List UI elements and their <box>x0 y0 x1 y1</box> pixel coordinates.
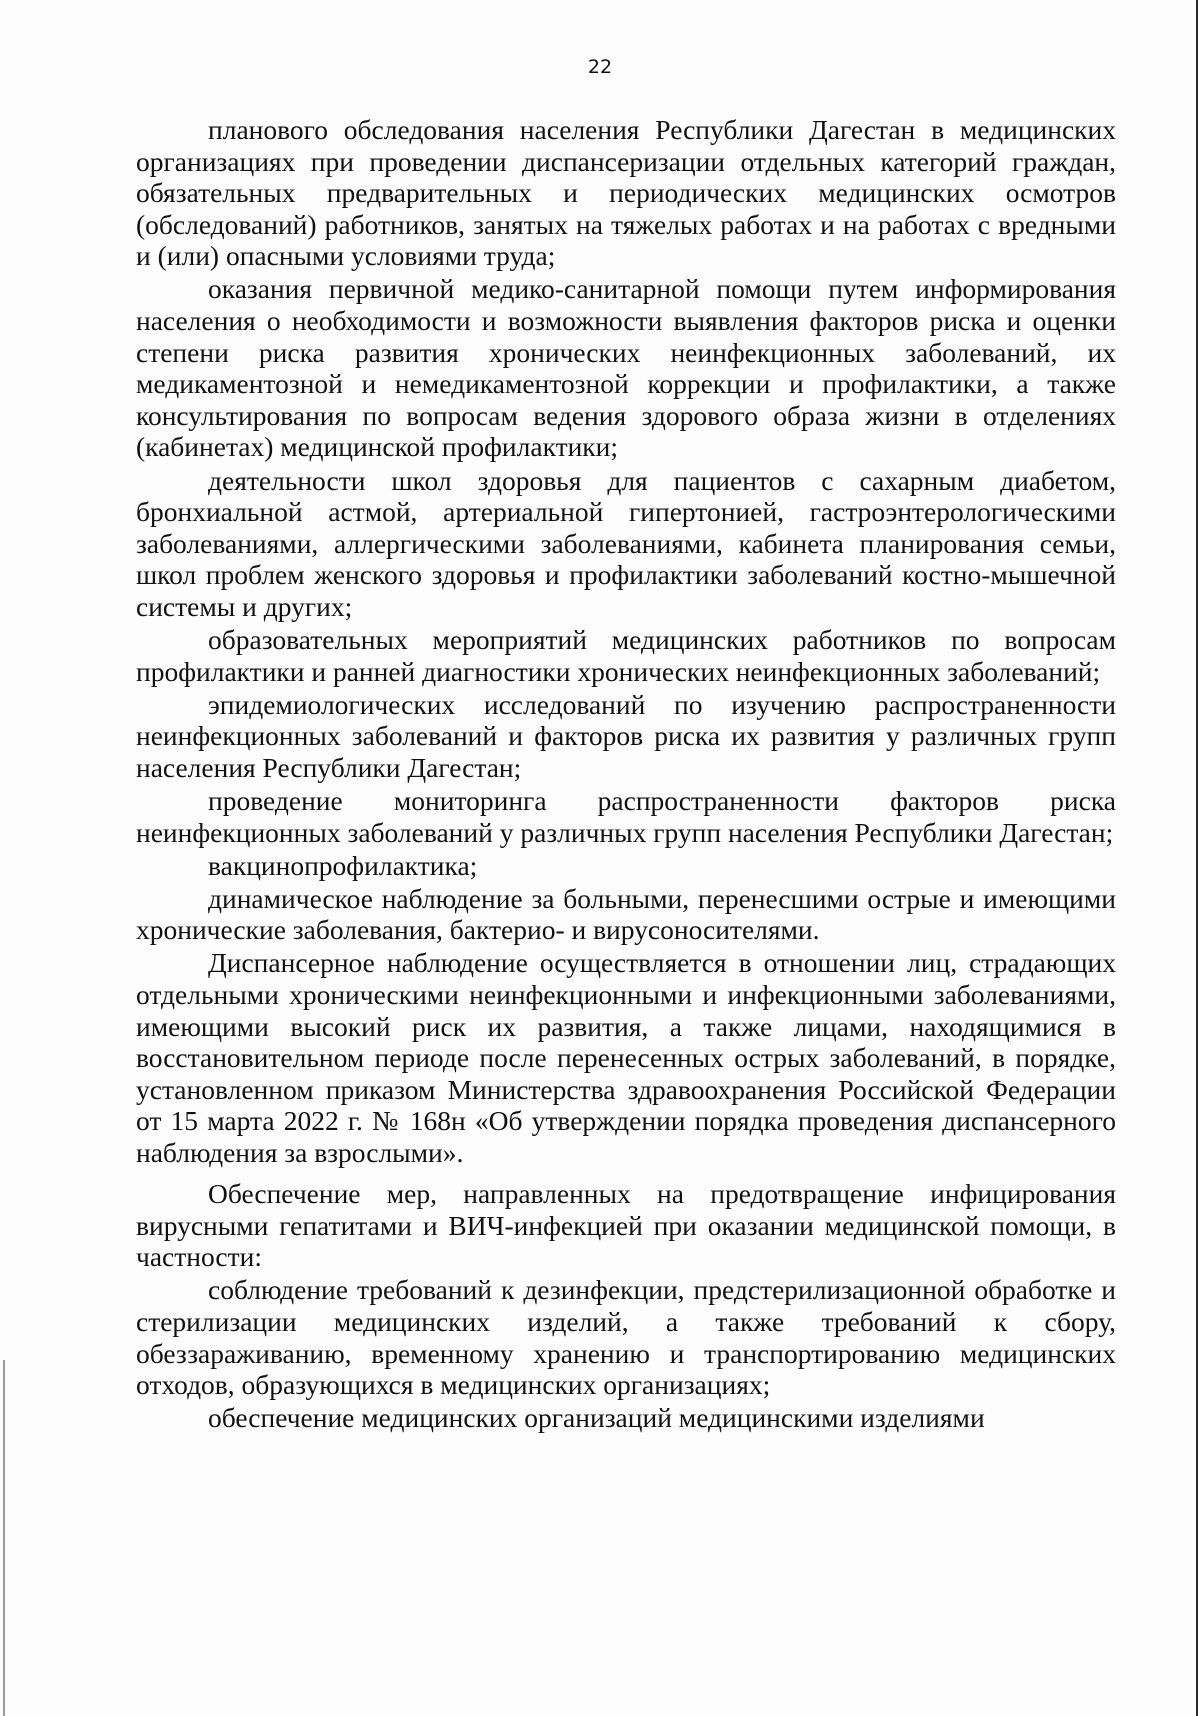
paragraph-4: образовательных мероприятий медицинских работников по вопросам профилактики и ранней диагностики хронических неинфекционных заболеваний; <box>136 624 1116 687</box>
paragraph-1: планового обследования населения Республики Дагестан в медицинских организациях при проведении диспансеризации отдельных категорий граждан, обязательных предварительных и периодических медицинских осмотров (обследований) работников, занятых на тяжелых работах и на работах с вредными и (или) опасными условиями труда; <box>136 114 1116 272</box>
paragraph-2: оказания первичной медико-санитарной помощи путем информирования населения о необходимости и возможности выявления факторов риска и оценки степени риска развития хронических неинфекционных заболеваний, их медикаментозной и немедикаментозной коррекции и профилактики, а также консультирования по вопросам ведения здорового образа жизни в отделениях (кабинетах) медицинской профилактики; <box>136 273 1116 463</box>
paragraph-5: эпидемиологических исследований по изучению распространенности неинфекционных заболеваний и факторов риска их развития у различных групп населения Республики Дагестан; <box>136 688 1116 783</box>
paragraph-6: проведение мониторинга распространенности факторов риска неинфекционных заболеваний у различных групп населения Республики Дагестан; <box>136 784 1116 848</box>
paragraph-11: соблюдение требований к дезинфекции, предстерилизационной обработке и стерилизации медицинских изделий, а также требований к сбору, обеззараживанию, временному хранению и транспортированию медицинских отходов, образующихся в медицинских организациях; <box>136 1274 1116 1401</box>
scan-edge-left <box>3 1360 5 1716</box>
paragraph-3: деятельности школ здоровья для пациентов с сахарным диабетом, бронхиальной астмой, артериальной гипертонией, гастроэнтерологическими заболеваниями, аллергическими заболеваниями, кабинета планирования семьи, школ проблем женского здоровья и профилактики заболеваний костно-мышечной системы и других; <box>136 464 1116 622</box>
document-body <box>136 114 1116 1435</box>
paragraph-7: вакцинопрофилактика; <box>208 849 478 881</box>
paragraph-12: обеспечение медицинских организаций медицинскими изделиями <box>208 1402 985 1434</box>
paragraph-8: динамическое наблюдение за больными, перенесшими острые и имеющими хронические заболевания, бактерио- и вирусоносителями. <box>136 882 1116 946</box>
page-number: 22 <box>587 56 613 78</box>
scan-edge-right <box>1196 0 1198 1716</box>
paragraph-10: Обеспечение мер, направленных на предотвращение инфицирования вирусными гепатитами и ВИЧ-инфекцией при оказании медицинской помощи, в частности: <box>136 1178 1116 1273</box>
paragraph-9: Диспансерное наблюдение осуществляется в отношении лиц, страдающих отдельными хроническими неинфекционными и инфекционными заболеваниями, имеющими высокий риск их развития, а также лицами, находящимися в восстановительном периоде после перенесенных острых заболеваний, в порядке, установленном приказом Министерства здравоохранения Российской Федерации от 15 марта 2022 г. № 168н «Об утверждении порядка проведения диспансерного наблюдения за взрослыми». <box>136 947 1116 1168</box>
